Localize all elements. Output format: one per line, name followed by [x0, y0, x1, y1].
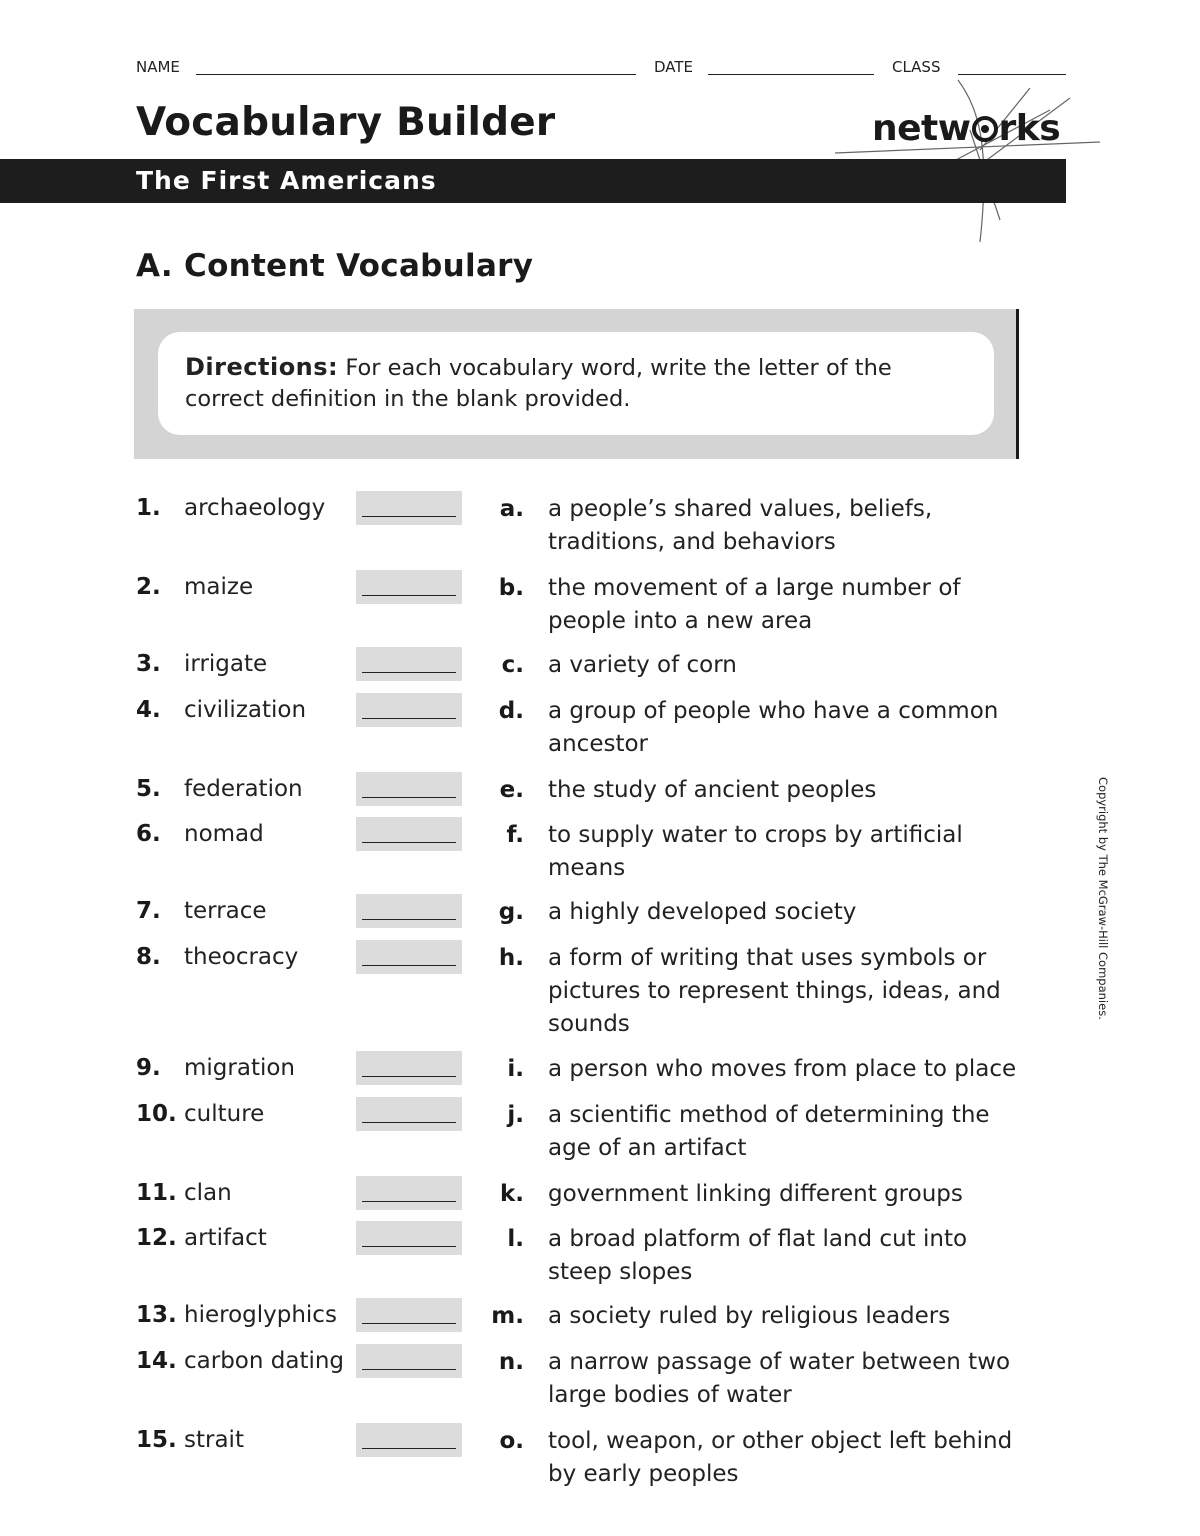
definition-letter: g. [498, 899, 524, 925]
definition-text: a variety of corn [548, 652, 737, 678]
term-number: 12. [136, 1225, 177, 1251]
definition-text: a person who moves from place to place [548, 1056, 1017, 1082]
definition-letter: j. [507, 1102, 524, 1128]
term-number: 7. [136, 898, 161, 924]
term-number: 9. [136, 1055, 161, 1081]
definition-text: a scientific method of determining the age of an artifact [548, 1102, 990, 1161]
definition-text: a broad platform of flat land cut into steep slopes [548, 1226, 968, 1285]
definition-letter: d. [498, 698, 524, 724]
term-word: theocracy [184, 944, 299, 970]
definition-text: a society ruled by religious leaders [548, 1303, 951, 1329]
term-word: archaeology [184, 495, 326, 521]
name-field[interactable] [196, 74, 636, 75]
definition-text: the study of ancient peoples [548, 777, 877, 803]
answer-blank[interactable] [356, 647, 462, 681]
term-word: culture [184, 1101, 265, 1127]
answer-blank[interactable] [356, 491, 462, 525]
term-number: 5. [136, 776, 161, 802]
term-number: 15. [136, 1427, 177, 1453]
term-word: carbon dating [184, 1348, 345, 1374]
definition-letter: k. [499, 1181, 524, 1207]
definition-letter: c. [501, 652, 524, 678]
term-number: 2. [136, 574, 161, 600]
definition-letter: e. [499, 777, 524, 803]
term-number: 6. [136, 821, 161, 847]
term-number: 11. [136, 1180, 177, 1206]
copyright-notice: Copyright by The McGraw-Hill Companies. [1096, 777, 1110, 1020]
definition-letter: a. [499, 496, 524, 522]
logo-text-start: netw [872, 108, 971, 149]
networks-logo [872, 108, 1060, 149]
definition-text: a people’s shared values, beliefs, traditions, and behaviors [548, 496, 933, 555]
term-word: migration [184, 1055, 296, 1081]
logo-target-icon [972, 116, 998, 142]
directions-box [134, 309, 1019, 459]
definition-text: tool, weapon, or other object left behind by early peoples [548, 1428, 1013, 1487]
definition-letter: b. [498, 575, 524, 601]
definition-letter: l. [507, 1226, 524, 1252]
answer-blank[interactable] [356, 1344, 462, 1378]
term-word: artifact [184, 1225, 267, 1251]
term-number: 10. [136, 1101, 177, 1127]
definition-letter: h. [498, 945, 524, 971]
term-word: strait [184, 1427, 244, 1453]
term-number: 3. [136, 651, 161, 677]
term-number: 14. [136, 1348, 177, 1374]
definition-text: government linking different groups [548, 1181, 963, 1207]
date-label: DATE [654, 58, 694, 76]
term-number: 4. [136, 697, 161, 723]
directions-panel [158, 332, 994, 435]
term-word: irrigate [184, 651, 268, 677]
answer-blank[interactable] [356, 1176, 462, 1210]
term-word: terrace [184, 898, 267, 924]
page-title: Vocabulary Builder [136, 100, 556, 145]
term-word: hieroglyphics [184, 1302, 337, 1328]
answer-blank[interactable] [356, 940, 462, 974]
logo-text-end: rks [998, 108, 1061, 149]
term-number: 8. [136, 944, 161, 970]
answer-blank[interactable] [356, 1221, 462, 1255]
answer-blank[interactable] [356, 570, 462, 604]
definition-letter: i. [507, 1056, 524, 1082]
answer-blank[interactable] [356, 1097, 462, 1131]
term-word: clan [184, 1180, 232, 1206]
answer-blank[interactable] [356, 1423, 462, 1457]
term-number: 1. [136, 495, 161, 521]
answer-blank[interactable] [356, 1298, 462, 1332]
term-word: nomad [184, 821, 264, 847]
definition-letter: n. [498, 1349, 524, 1375]
definition-text: a group of people who have a common ancestor [548, 698, 999, 757]
answer-blank[interactable] [356, 817, 462, 851]
definition-text: a form of writing that uses symbols or pictures to represent things, ideas, and sounds [548, 945, 1001, 1037]
term-word: civilization [184, 697, 307, 723]
directions-label: Directions: [185, 353, 339, 381]
definition-text: the movement of a large number of people into a new area [548, 575, 961, 634]
definition-letter: m. [491, 1303, 524, 1329]
class-label: CLASS [892, 58, 941, 76]
directions-text: For each vocabulary word, write the letter of the correct definition in the blank provided. [185, 355, 892, 412]
term-word: federation [184, 776, 303, 802]
definition-letter: f. [506, 822, 524, 848]
answer-blank[interactable] [356, 894, 462, 928]
term-word: maize [184, 574, 254, 600]
answer-blank[interactable] [356, 693, 462, 727]
definition-text: a narrow passage of water between two large bodies of water [548, 1349, 1011, 1408]
section-title: A. Content Vocabulary [136, 248, 534, 284]
definition-text: a highly developed society [548, 899, 857, 925]
definition-letter: o. [499, 1428, 524, 1454]
chapter-title: The First Americans [136, 166, 437, 195]
name-label: NAME [136, 58, 180, 76]
definition-text: to supply water to crops by artificial means [548, 822, 963, 881]
answer-blank[interactable] [356, 1051, 462, 1085]
term-number: 13. [136, 1302, 177, 1328]
answer-blank[interactable] [356, 772, 462, 806]
